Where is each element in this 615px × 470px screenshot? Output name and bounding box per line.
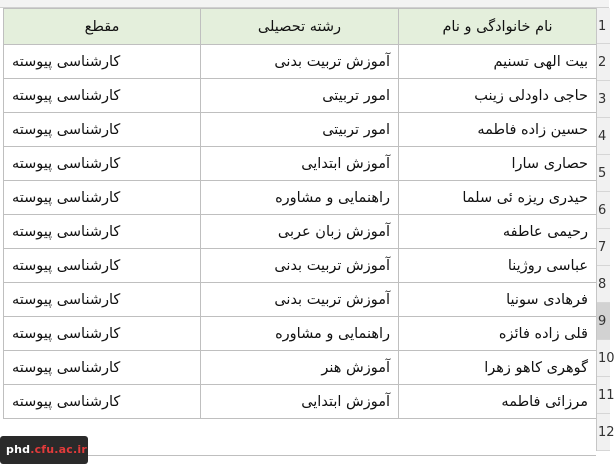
header-level[interactable]: مقطع — [4, 9, 201, 45]
row-number-column — [596, 8, 615, 451]
empty-row — [3, 455, 596, 470]
header-field[interactable]: رشته تحصیلی — [201, 9, 399, 45]
row-number[interactable]: 1 — [597, 8, 610, 44]
table-row — [4, 215, 597, 249]
cell-level[interactable]: کارشناسی پیوسته — [4, 113, 201, 147]
table-row — [4, 385, 597, 419]
watermark-text-1: phd — [6, 443, 31, 456]
cell-name[interactable]: قلی زاده فائزه — [399, 317, 597, 351]
table-row — [4, 45, 597, 79]
cell-name[interactable]: عباسی روژینا — [399, 249, 597, 283]
cell-level[interactable]: کارشناسی پیوسته — [4, 317, 201, 351]
row-number[interactable]: 8 — [597, 266, 610, 303]
cell-name[interactable]: حاجی داودلی زینب — [399, 79, 597, 113]
cell-level[interactable]: کارشناسی پیوسته — [4, 79, 201, 113]
table-row — [4, 283, 597, 317]
cell-name[interactable]: حسین زاده فاطمه — [399, 113, 597, 147]
cell-name[interactable]: رحیمی عاطفه — [399, 215, 597, 249]
cell-field[interactable]: راهنمایی و مشاوره — [201, 181, 399, 215]
cell-field[interactable]: آموزش تربیت بدنی — [201, 45, 399, 79]
cell-level[interactable]: کارشناسی پیوسته — [4, 215, 201, 249]
table-row — [4, 317, 597, 351]
cell-name[interactable]: فرهادی سونیا — [399, 283, 597, 317]
row-number[interactable]: 4 — [597, 118, 610, 155]
table-row — [4, 249, 597, 283]
cell-level[interactable]: کارشناسی پیوسته — [4, 181, 201, 215]
table-row — [4, 147, 597, 181]
row-number[interactable]: 11 — [597, 377, 610, 414]
cell-field[interactable]: راهنمایی و مشاوره — [201, 317, 399, 351]
data-table — [3, 8, 597, 419]
cell-field[interactable]: آموزش تربیت بدنی — [201, 283, 399, 317]
watermark-text-2: .cfu.ac.ir — [30, 443, 87, 456]
cell-field[interactable]: آموزش هنر — [201, 351, 399, 385]
cell-field[interactable]: آموزش ابتدایی — [201, 147, 399, 181]
cell-level[interactable]: کارشناسی پیوسته — [4, 147, 201, 181]
header-row — [4, 9, 597, 45]
cell-level[interactable]: کارشناسی پیوسته — [4, 385, 201, 419]
cell-field[interactable]: امور تربیتی — [201, 79, 399, 113]
cell-name[interactable]: مرزائی فاطمه — [399, 385, 597, 419]
site-watermark — [0, 436, 88, 464]
row-number[interactable]: 5 — [597, 155, 610, 192]
row-number[interactable]: 12 — [597, 414, 610, 451]
cell-name[interactable]: بیت الهی تسنیم — [399, 45, 597, 79]
row-number[interactable]: 7 — [597, 229, 610, 266]
row-number[interactable]: 10 — [597, 340, 610, 377]
cell-level[interactable]: کارشناسی پیوسته — [4, 249, 201, 283]
table-row — [4, 181, 597, 215]
cell-level[interactable]: کارشناسی پیوسته — [4, 351, 201, 385]
cell-field[interactable]: آموزش تربیت بدنی — [201, 249, 399, 283]
table-row — [4, 79, 597, 113]
cell-field[interactable]: امور تربیتی — [201, 113, 399, 147]
cell-name[interactable]: حصاری سارا — [399, 147, 597, 181]
header-name[interactable]: نام خانوادگی و نام — [399, 9, 597, 45]
table-row — [4, 113, 597, 147]
table-row — [4, 351, 597, 385]
cell-level[interactable]: کارشناسی پیوسته — [4, 283, 201, 317]
cell-field[interactable]: آموزش زبان عربی — [201, 215, 399, 249]
cell-level[interactable]: کارشناسی پیوسته — [4, 45, 201, 79]
cell-name[interactable]: گوهری کاهو زهرا — [399, 351, 597, 385]
cell-field[interactable]: آموزش ابتدایی — [201, 385, 399, 419]
cell-name[interactable]: حیدری ریزه ئی سلما — [399, 181, 597, 215]
row-number[interactable]: 3 — [597, 81, 610, 118]
column-header-strip — [0, 0, 609, 8]
row-number[interactable]: 9 — [597, 303, 610, 340]
row-number[interactable]: 6 — [597, 192, 610, 229]
row-number[interactable]: 2 — [597, 44, 610, 81]
